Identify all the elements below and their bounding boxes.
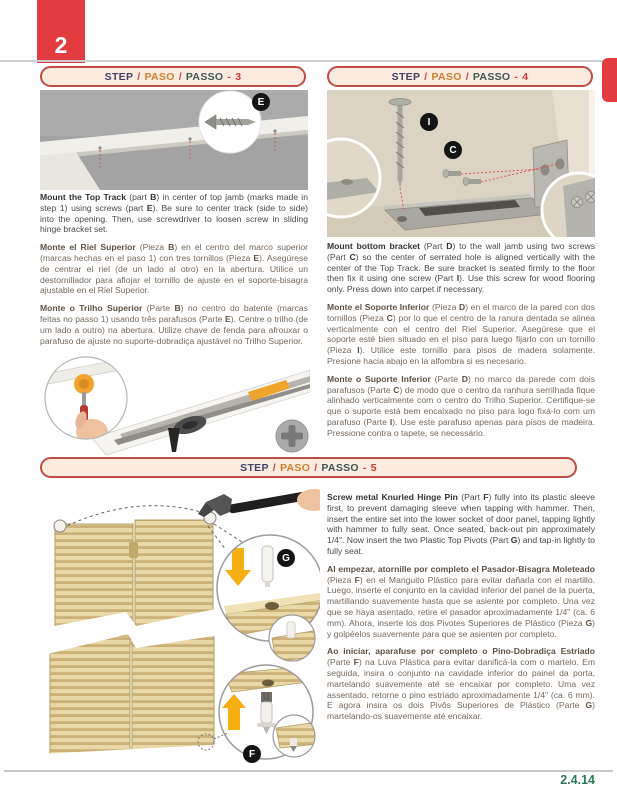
passo-word: PASSO (472, 70, 511, 83)
page-number: 2.4.14 (560, 773, 595, 787)
svg-text:E: E (257, 97, 265, 108)
part-badge-g (277, 549, 295, 567)
step-4-text-en: Mount bottom bracket (Part D) to the wall jamb using two screws (Part C) so the center of serrated hole is aligned vertically with the center of the Top Track. Be sure bracket is seated firmly to the floor then fix it using one screw (Part I). Use this screw for wood flooring only. Press down into carpet if necessary. (327, 241, 596, 295)
step-3-detail-illustration (40, 348, 310, 455)
separator: / (424, 70, 428, 83)
step-5-text-es: Al empezar, atornille por completo el Pasador-Bisagra Moleteado (Pieza F) en el Manguito Plástico para evitar dañarla con el martillo. Luego, inserte el conjunto en la cavidad inferior del panel de la puerta, martillando suavemente hasta que se asiente por completo. Una vez que se haya asentado, retire el pasador aproximadamente 1/4" (ca. 6 mm). Ahora, inserte los dos Pivotes Superiores de Plástico (Pieza G) y golpéelos suavemente para que se asienten por completo. (327, 563, 595, 639)
paso-word: PASO (144, 70, 175, 83)
bifold-doors-lower (50, 632, 214, 762)
paso-word: PASO (280, 461, 311, 474)
step-3-text-en: Mount the Top Track (part B) in center of top jamb (marks made in step 1) using screws (part E). Be sure to center track (side to side) into the opening. Then, use screwdriver to loosen screw in sliding hinge bracket set. (40, 192, 308, 235)
top-pivot-icon (262, 546, 273, 582)
separator: / (465, 70, 469, 83)
step-word: STEP (240, 461, 269, 474)
step-5-text-pt: Ao iniciar, aparafuse por completo o Pino-Dobradiça Estriado (Parte F) na Luva Plástica para evitar danificá-la com o martelo. Em seguida, insira o conjunto na cavidade inferior do painel da porta, martelando suavemente até se encaixar por completo. Uma vez assentado, retorne o pino estriado aproximadamente 1/4" (ca. 6 mm). E agora insira os dois Pivôs Superiores de Plástico (Parte G) martelando-os suavemente até encaixar. (327, 646, 596, 722)
step-3-text-pt: Monte o Trilho Superior (Parte B) no centro do batente (marcas feitas no passo 1) usando três parafusos (Parte E). Centre o trilho (de um lado a outro) na abertura. Utilize chave de fenda para afrouxar o parafuso de ajuste no suporte-dobradiça ajustável no Trilho Superior. (40, 303, 309, 346)
passo-word: PASSO (321, 461, 359, 474)
right-edge-tab (602, 58, 617, 102)
step-5-header (40, 457, 577, 478)
step-4-illustration (327, 90, 595, 237)
dash: - (514, 70, 519, 83)
step-5-text-en: Screw metal Knurled Hinge Pin (Part F) fully into its plastic sleeve first, to prevent damaging sleeve when tapping with hammer. Then, insert the entire set into the lower socket of door panel, tapping lightly with hammer to fully seat. Once seated, back-out pin approximately 1/4". Now insert the two Plastic Top Pivots (Part G) and tap-in lightly to fully seat. (327, 492, 596, 556)
dash: - (227, 70, 232, 83)
step-3-text (40, 192, 308, 353)
hammer-icon (198, 489, 320, 517)
step-4-text (327, 241, 595, 446)
separator: / (272, 461, 276, 474)
svg-text:I: I (427, 117, 431, 128)
door-knob (129, 542, 138, 558)
svg-text:F: F (248, 749, 256, 760)
step-4-text-pt: Monte o Suporte Inferior (Parte D) no marco da parede com dois parafusos (Parte C) de modo que o centro da ranhura serrilhada fique alinhado verticalmente com o centro do Trilho Superior. Certifique-se que o suporte está bem encaixado no piso para logo fixá-lo com um parafuso (Parte I). Use este parafuso apenas para pisos de madeira. Pressione contra o tapete, se necessário. (327, 373, 595, 438)
step-3-text-es: Monte el Riel Superior (Pieza B) en el centro del marco superior (marcas hechas en el paso 1) con tres tornillos (Pieza E). Asegúrese de centrar el riel (de un lado al otro) en la abertura. Utilice un destornillador para aflojar el tornillo de ajuste en el soporte-bisagra ajustable en el Riel Superior. (40, 242, 308, 296)
section-tab (37, 0, 85, 63)
step-word: STEP (104, 70, 134, 83)
part-badge-i (420, 113, 438, 131)
svg-text:C: C (449, 145, 457, 156)
step-5-illustration (28, 486, 320, 768)
dash: - (362, 461, 367, 474)
screwdriver-bit-icon (168, 428, 180, 452)
step-number: 3 (235, 70, 242, 83)
part-badge-c (444, 141, 462, 159)
separator: / (178, 70, 182, 83)
phillips-screw-head-icon (276, 420, 308, 452)
step-4-text-es: Monte el Soporte Inferior (Pieza D) en el marco de la pared con dos tornillos (Pieza C) por lo que el centro de la ranura dentada se alinea verticalmente con el centro del Riel Superior. Asegúrese que el soporte esté bien situado en el piso para luego fijarlo con un tornillo (Pieza I). Utilice este tornillo para pisos de madera solamente. Presione hacia abajo en la alfombra si es necesario. (327, 301, 596, 366)
part-badge-e (252, 93, 270, 111)
svg-text:G: G (282, 553, 290, 564)
step-3-header (40, 66, 306, 87)
step-3-illustration (40, 90, 308, 190)
step-word: STEP (391, 70, 421, 83)
step-4-header (327, 66, 593, 87)
passo-word: PASSO (185, 70, 224, 83)
section-number: 2 (54, 32, 68, 58)
paso-word: PASO (431, 70, 462, 83)
footer-divider (4, 770, 613, 772)
top-divider (0, 60, 617, 62)
part-badge-f (243, 745, 261, 763)
step-number: 4 (522, 70, 529, 83)
separator: / (137, 70, 141, 83)
separator: / (314, 461, 318, 474)
step-5-text (327, 492, 595, 729)
step-number: 5 (370, 461, 377, 474)
